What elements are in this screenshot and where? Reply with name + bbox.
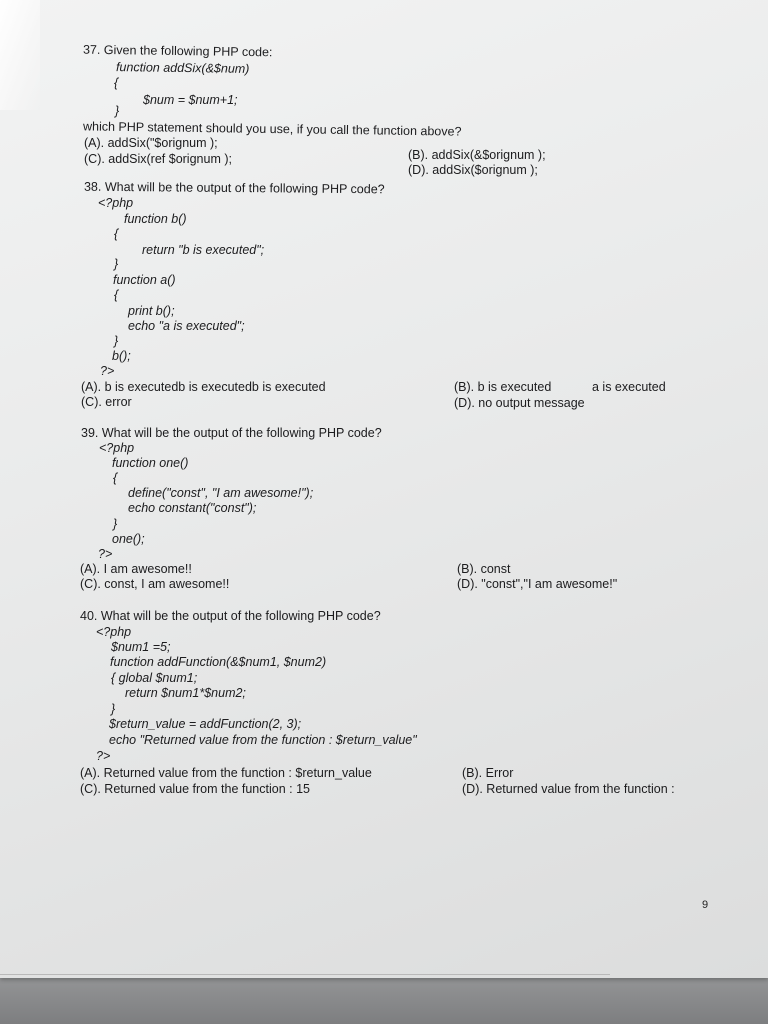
q40-code-line-2: $num1 =5; — [111, 640, 171, 654]
q40-code-line-6: } — [111, 702, 116, 716]
q40-option-a: (A). Returned value from the function : $return_value — [80, 766, 372, 780]
q38-code-line-4: return "b is executed"; — [142, 243, 265, 257]
q38-code-line-10: } — [114, 334, 119, 348]
q38-option-b-extra: a is executed — [592, 380, 666, 394]
paper-curl — [0, 0, 40, 110]
q39-code-line-3: { — [113, 471, 118, 485]
q40-code-line-9: ?> — [96, 749, 111, 763]
q38-code-line-8: print b(); — [128, 304, 175, 318]
q38-code-line-2: function b() — [124, 212, 187, 226]
q40-code-line-1: <?php — [96, 625, 132, 639]
q39-code-line-7: one(); — [112, 532, 145, 546]
q40-option-b: (B). Error — [462, 766, 514, 780]
q37-option-b: (B). addSix(&$orignum ); — [408, 148, 546, 162]
q37-code-line-2: { — [114, 76, 119, 90]
q37-code-line-1: function addSix(&$num) — [115, 60, 250, 76]
q37-option-d: (D). addSix($orignum ); — [408, 163, 538, 177]
q39-option-d: (D). "const","I am awesome!" — [457, 577, 618, 591]
q40-prompt: 40. What will be the output of the following PHP code? — [80, 609, 381, 623]
q38-code-line-7: { — [114, 288, 119, 302]
q39-prompt: 39. What will be the output of the following PHP code? — [81, 426, 382, 440]
q38-option-a: (A). b is executedb is executedb is executed — [81, 380, 326, 394]
q39-code-line-4: define("const", "I am awesome!"); — [128, 486, 314, 500]
q38-option-b: (B). b is executed — [454, 380, 552, 394]
q38-code-line-5: } — [114, 257, 119, 271]
q39-code-line-6: } — [113, 517, 118, 531]
q37-prompt: 37. Given the following PHP code: — [82, 42, 273, 60]
q40-code-line-4: { global $num1; — [111, 671, 198, 685]
q39-option-c: (C). const, I am awesome!! — [80, 577, 230, 591]
q37-code-line-4: } — [115, 104, 120, 118]
q38-code-line-1: <?php — [98, 196, 134, 210]
q40-code-line-3: function addFunction(&$num1, $num2) — [110, 655, 327, 669]
q40-option-d: (D). Returned value from the function : — [462, 782, 675, 796]
q40-code-line-5: return $num1*$num2; — [125, 686, 246, 700]
q38-code-line-11: b(); — [112, 349, 131, 363]
q38-option-d: (D). no output message — [454, 396, 585, 410]
q38-code-line-12: ?> — [100, 364, 115, 378]
q39-code-line-2: function one() — [112, 456, 189, 470]
q38-code-line-3: { — [114, 227, 119, 241]
q40-code-line-8: echo "Returned value from the function : $return_value" — [109, 733, 417, 747]
q38-prompt: 38. What will be the output of the following PHP code? — [83, 179, 385, 197]
page-number: 9 — [702, 899, 709, 911]
q38-option-c: (C). error — [81, 395, 132, 409]
q37-option-c: (C). addSix(ref $orignum ); — [84, 152, 232, 166]
q40-option-c: (C). Returned value from the function : 15 — [80, 782, 310, 796]
q39-option-b: (B). const — [457, 562, 511, 576]
q38-code-line-9: echo "a is executed"; — [128, 319, 245, 333]
q40-code-line-7: $return_value = addFunction(2, 3); — [109, 717, 302, 731]
q39-code-line-1: <?php — [99, 441, 135, 455]
q37-code-line-3: $num = $num+1; — [143, 93, 238, 107]
q39-code-line-5: echo constant("const"); — [128, 501, 257, 515]
q37-question: which PHP statement should you use, if you call the function above? — [82, 119, 462, 139]
q39-option-a: (A). I am awesome!! — [80, 562, 192, 576]
page-edge-line — [0, 974, 610, 975]
q38-code-line-6: function a() — [113, 273, 176, 287]
q37-option-a: (A). addSix("$orignum ); — [84, 136, 218, 150]
q39-code-line-8: ?> — [98, 547, 113, 561]
